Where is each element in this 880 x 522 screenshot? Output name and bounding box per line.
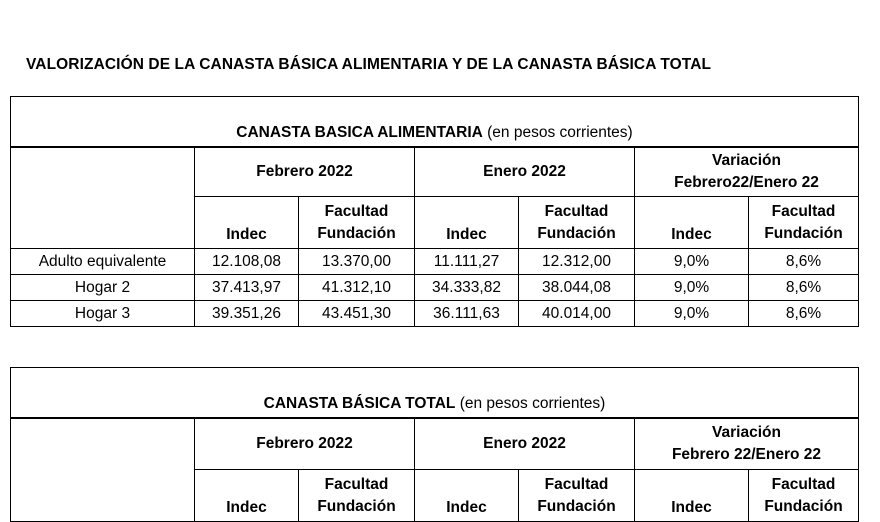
col-header-indec: Indec [415, 470, 519, 522]
col-header-facultad [299, 470, 415, 522]
caption-title: CANASTA BASICA ALIMENTARIA [236, 123, 483, 141]
col-header-facultad-l1: Facultad [324, 475, 389, 493]
variation-header [635, 418, 859, 470]
cell-var-indec: 9,0% [635, 275, 749, 301]
col-header-facultad-l2: Fundación [764, 224, 843, 242]
col-header-facultad-l2: Fundación [317, 497, 396, 515]
period-header-enero: Enero 2022 [415, 147, 635, 197]
col-header-indec: Indec [635, 470, 749, 522]
cell-feb-indec: 39.351,26 [195, 301, 299, 327]
col-header-facultad-l1: Facultad [544, 202, 609, 220]
row-label-header [11, 418, 195, 522]
period-header-febrero: Febrero 2022 [195, 147, 415, 197]
variation-period: Febrero 22/Enero 22 [671, 445, 822, 463]
page-title: VALORIZACIÓN DE LA CANASTA BÁSICA ALIMENTARIA Y DE LA CANASTA BÁSICA TOTAL [26, 56, 712, 73]
cell-feb-facultad: 13.370,00 [299, 249, 415, 275]
cell-var-facultad: 8,6% [749, 249, 859, 275]
cell-feb-indec: 37.413,97 [195, 275, 299, 301]
col-header-indec: Indec [635, 197, 749, 249]
caption-unit: (en pesos corrientes) [482, 123, 633, 141]
cell-ene-facultad: 40.014,00 [519, 301, 635, 327]
col-header-facultad [519, 470, 635, 522]
cell-feb-facultad: 43.451,30 [299, 301, 415, 327]
cell-ene-indec: 11.111,27 [415, 249, 519, 275]
col-header-facultad [299, 197, 415, 249]
col-header-facultad-l1: Facultad [544, 475, 609, 493]
table-row [11, 275, 859, 301]
col-header-facultad-l2: Fundación [764, 497, 843, 515]
col-header-facultad [749, 470, 859, 522]
variation-title: Variación [712, 151, 781, 169]
col-header-indec: Indec [195, 197, 299, 249]
table-caption [11, 97, 859, 147]
table-row [11, 301, 859, 327]
caption-unit: (en pesos corrientes) [455, 394, 606, 412]
col-header-facultad-l2: Fundación [317, 224, 396, 242]
cell-ene-facultad: 12.312,00 [519, 249, 635, 275]
cell-var-facultad: 8,6% [749, 275, 859, 301]
row-label-header [11, 147, 195, 249]
period-header-enero: Enero 2022 [415, 418, 635, 470]
col-header-facultad-l1: Facultad [324, 202, 389, 220]
canasta-basica-alimentaria-table [10, 96, 859, 327]
caption-title: CANASTA BÁSICA TOTAL [263, 394, 456, 412]
col-header-facultad-l1: Facultad [771, 202, 836, 220]
cell-ene-facultad: 38.044,08 [519, 275, 635, 301]
variation-period: Febrero22/Enero 22 [674, 173, 819, 191]
cell-var-facultad: 8,6% [749, 301, 859, 327]
period-header-febrero: Febrero 2022 [195, 418, 415, 470]
row-label: Hogar 3 [11, 301, 195, 327]
col-header-facultad-l1: Facultad [771, 475, 836, 493]
variation-title: Variación [712, 423, 781, 441]
cell-ene-indec: 36.111,63 [415, 301, 519, 327]
col-header-indec: Indec [415, 197, 519, 249]
row-label: Hogar 2 [11, 275, 195, 301]
table-caption [11, 368, 859, 418]
col-header-facultad [749, 197, 859, 249]
canasta-basica-total-table [10, 367, 859, 522]
cell-ene-indec: 34.333,82 [415, 275, 519, 301]
cell-var-indec: 9,0% [635, 301, 749, 327]
row-label: Adulto equivalente [11, 249, 195, 275]
cell-feb-facultad: 41.312,10 [299, 275, 415, 301]
variation-header [635, 147, 859, 197]
col-header-facultad-l2: Fundación [537, 497, 616, 515]
col-header-facultad [519, 197, 635, 249]
table-row [11, 249, 859, 275]
col-header-indec: Indec [195, 470, 299, 522]
cell-var-indec: 9,0% [635, 249, 749, 275]
cell-feb-indec: 12.108,08 [195, 249, 299, 275]
col-header-facultad-l2: Fundación [537, 224, 616, 242]
